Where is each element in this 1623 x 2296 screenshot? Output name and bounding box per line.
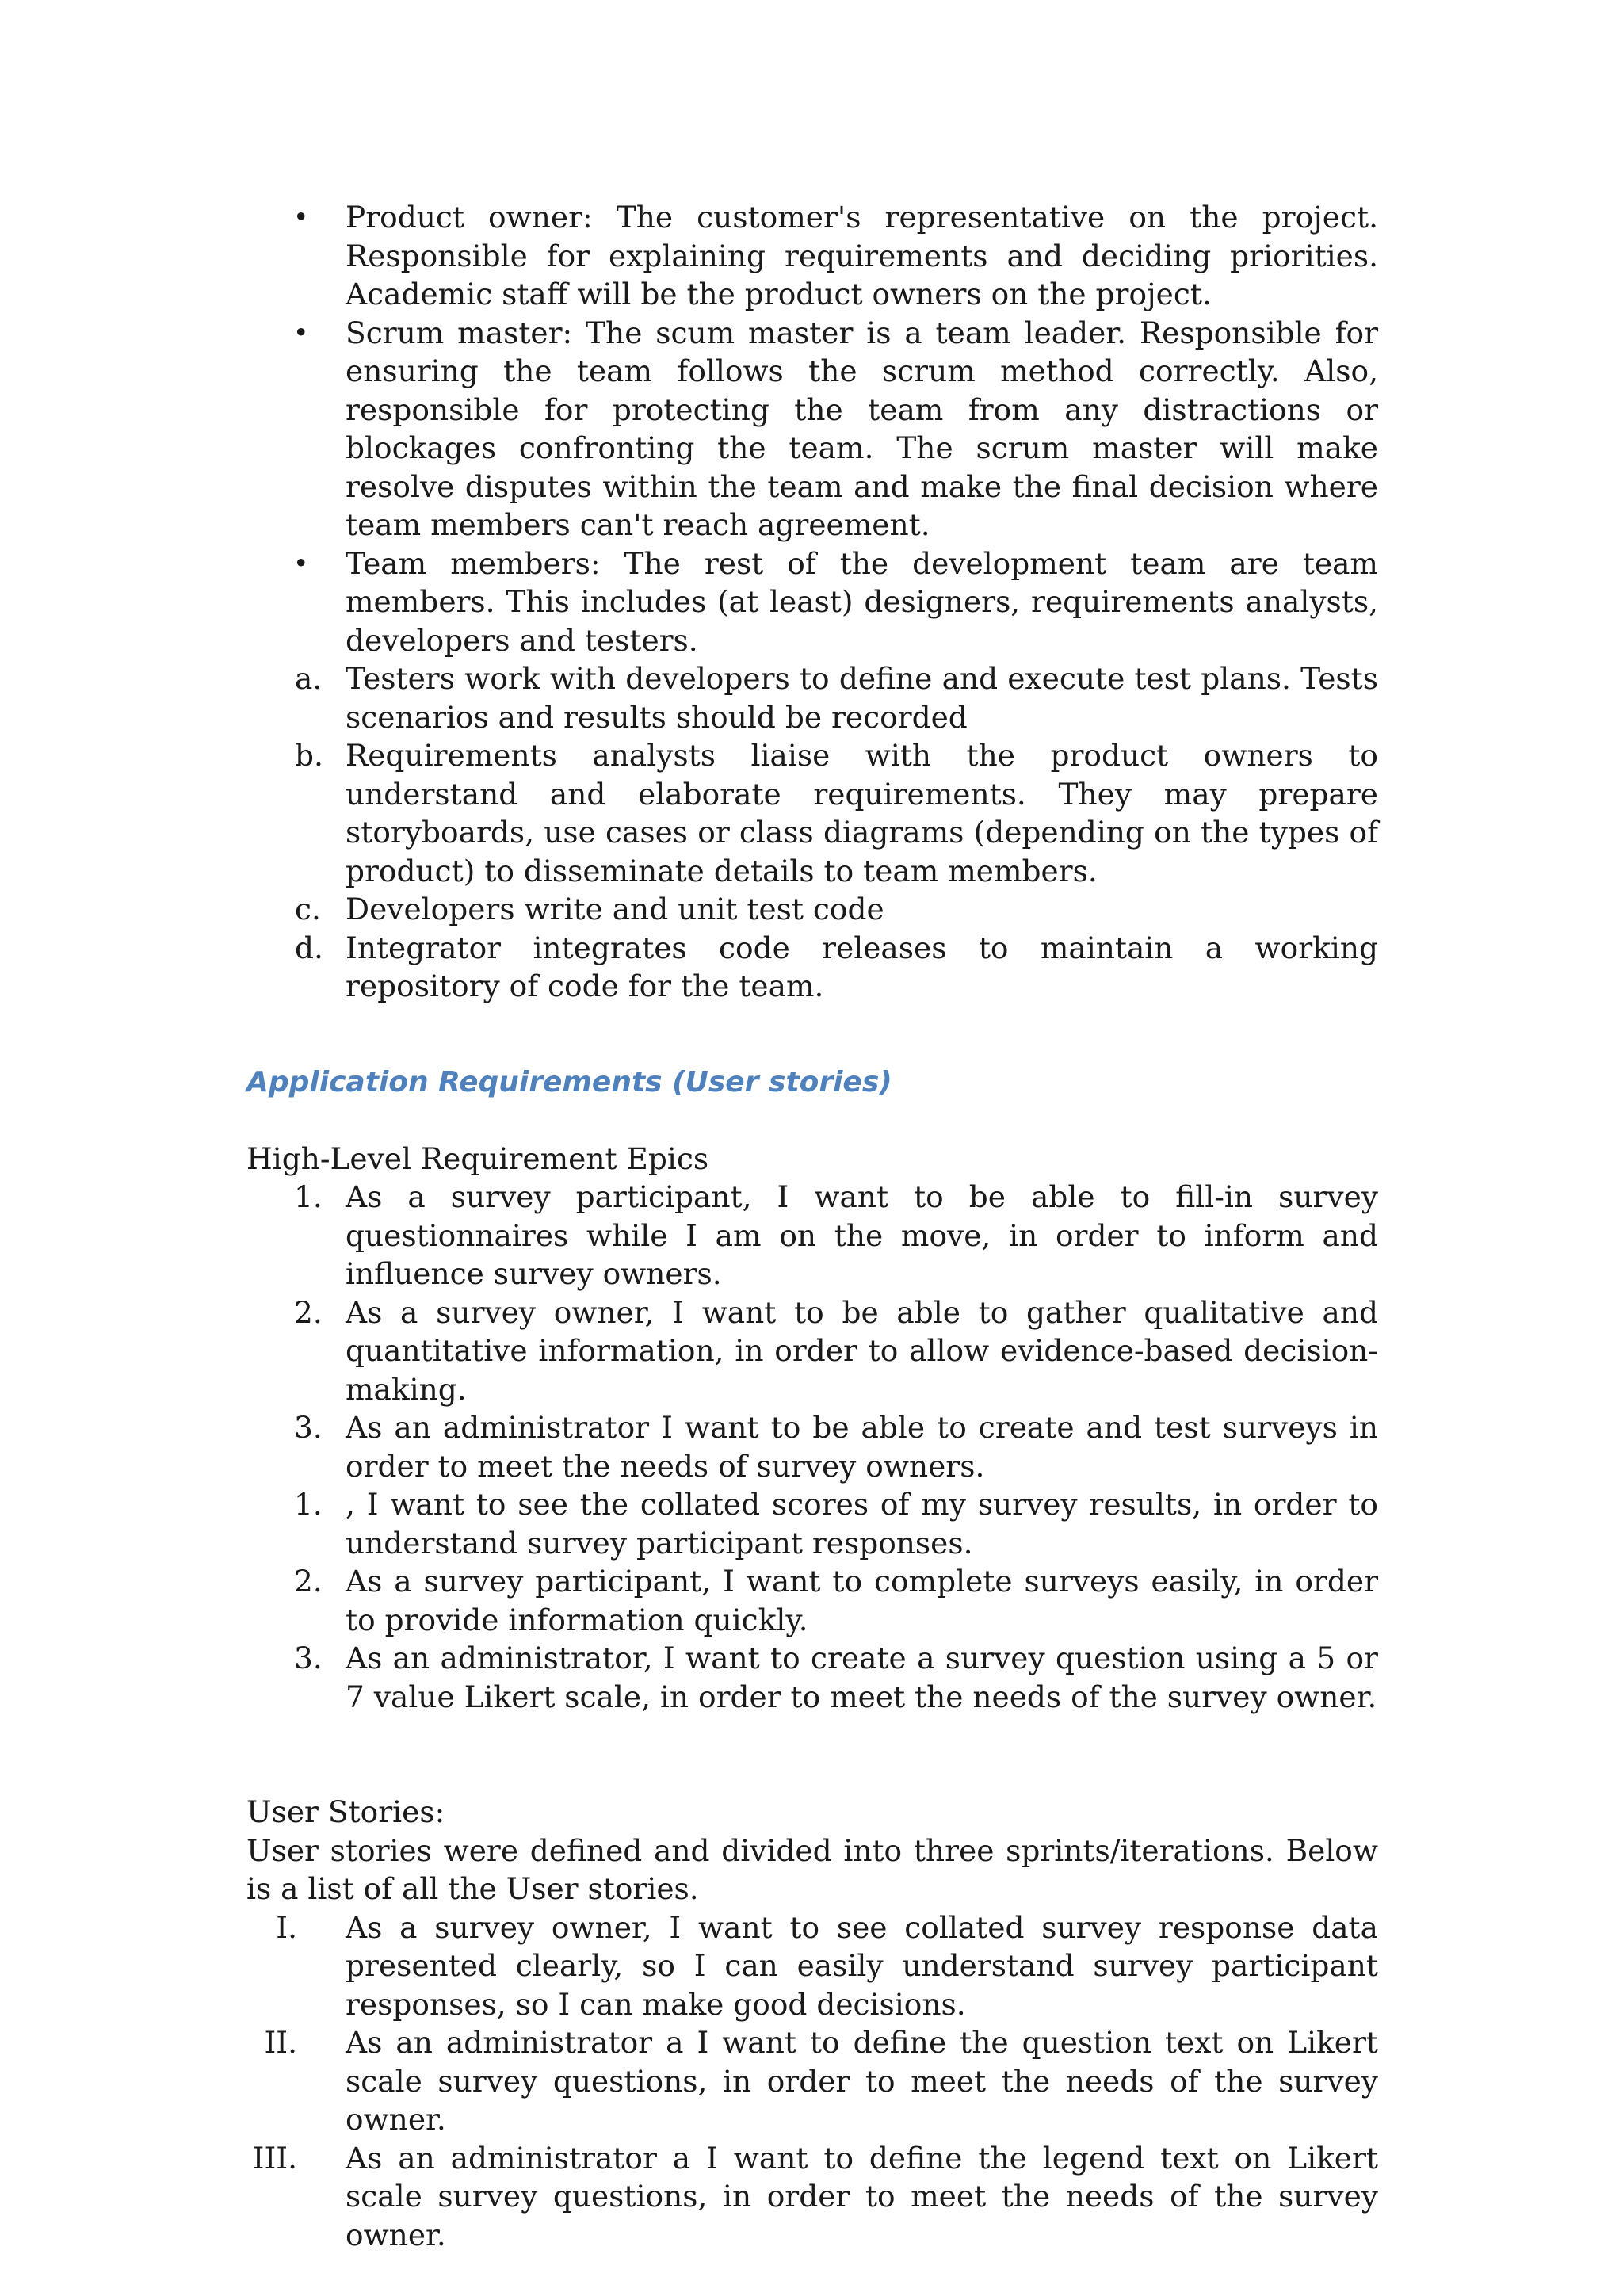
- list-item-text: As a survey owner, I want to be able to gather qualitative and quantitative information, in order to allow evidence-based decision-making.: [346, 1294, 1378, 1407]
- list-item: [246, 890, 1378, 929]
- list-item: [246, 2023, 1378, 2139]
- list-marker: I.: [276, 1909, 297, 1945]
- list-item: [246, 1639, 1378, 1716]
- list-item: [246, 1485, 1378, 1562]
- bullet-marker: •: [293, 201, 309, 232]
- list-item: [246, 929, 1378, 1006]
- spacer: [246, 1716, 1378, 1793]
- section-heading: Application Requirements (User stories): [246, 1065, 892, 1098]
- list-item: [246, 659, 1378, 736]
- epics-list: [246, 1178, 1378, 1716]
- spacer: [246, 1006, 1378, 1064]
- list-item: [246, 544, 1378, 660]
- list-marker: d.: [295, 930, 323, 965]
- list-item: [246, 1178, 1378, 1293]
- list-item-text: Scrum master: The scum master is a team leader. Responsible for ensuring the team follows the scrum method correctly. Also, responsible for protecting the team from any distractions or blockages confronting the team. The scrum master will make resolve disputes within the team and make the final decision where team members can't reach agreement.: [346, 315, 1378, 542]
- list-item: [246, 1293, 1378, 1409]
- list-marker: 1.: [294, 1179, 323, 1214]
- list-item-text: As an administrator I want to be able to create and test surveys in order to meet the needs of survey owners.: [346, 1410, 1378, 1484]
- list-item-text: Requirements analysts liaise with the product owners to understand and elaborate requirements. They may prepare storyboards, use cases or class diagrams (depending on the types of product) to disseminate details to team members.: [346, 738, 1378, 888]
- list-item-text: As an administrator, I want to create a survey question using a 5 or 7 value Likert scale, in order to meet the needs of the survey owner.: [346, 1641, 1378, 1714]
- bullet-marker: •: [293, 316, 309, 348]
- list-marker: 3.: [294, 1641, 323, 1675]
- team-roles-list: [246, 659, 1378, 1006]
- list-item: [246, 736, 1378, 890]
- user-stories-intro: User stories were defined and divided into three sprints/iterations. Below is a list of all the User stories.: [246, 1832, 1378, 1906]
- list-item-text: As a survey participant, I want to be able to fill-in survey questionnaires while I am on the move, in order to inform and influence survey owners.: [346, 1179, 1378, 1291]
- list-item: [246, 2139, 1378, 2255]
- spacer: [246, 1102, 1378, 1140]
- list-item-text: , I want to see the collated scores of my survey results, in order to understand survey participant responses.: [346, 1487, 1378, 1561]
- list-item: [246, 314, 1378, 544]
- list-item-text: Integrator integrates code releases to maintain a working repository of code for the team.: [346, 930, 1378, 1003]
- list-marker: 2.: [294, 1294, 323, 1330]
- list-item-text: As an administrator a I want to define the legend text on Likert scale survey questions, in order to meet the needs of the survey owner.: [346, 2140, 1378, 2252]
- list-item-text: As a survey participant, I want to complete surveys easily, in order to provide information quickly.: [346, 1564, 1378, 1637]
- user-stories-list: [246, 1908, 1378, 2255]
- list-item: [246, 1562, 1378, 1639]
- roles-list: [246, 198, 1378, 659]
- list-item: [246, 1908, 1378, 2024]
- bullet-marker: •: [293, 547, 309, 579]
- epics-title: High-Level Requirement Epics: [246, 1140, 709, 1176]
- list-marker: a.: [295, 661, 323, 696]
- list-item-text: As a survey owner, I want to see collated survey response data presented clearly, so I can easily understand survey participant responses, so I can make good decisions.: [346, 1909, 1378, 2022]
- list-item: [246, 198, 1378, 314]
- list-item-text: As an administrator a I want to define the question text on Likert scale survey questions, in order to meet the needs of the survey owner.: [346, 2025, 1378, 2137]
- list-item: [246, 1408, 1378, 1485]
- list-item-text: Developers write and unit test code: [346, 892, 884, 926]
- list-marker: b.: [295, 738, 323, 773]
- list-item-text: Team members: The rest of the development team are team members. This includes (at least) designers, requirements analysts, developers and testers.: [346, 545, 1378, 658]
- list-item-text: Testers work with developers to define and execute test plans. Tests scenarios and results should be recorded: [346, 661, 1378, 735]
- list-marker: II.: [264, 2025, 297, 2060]
- list-marker: 3.: [294, 1410, 323, 1445]
- list-marker: 1.: [294, 1487, 323, 1522]
- list-marker: III.: [252, 2140, 297, 2176]
- list-marker: c.: [295, 892, 321, 926]
- document-content: [246, 198, 1378, 2254]
- list-marker: 2.: [294, 1564, 323, 1599]
- user-stories-title: User Stories:: [246, 1794, 445, 1829]
- list-item-text: Product owner: The customer's representative on the project. Responsible for explaining requirements and deciding priorities. Academic staff will be the product owners on the project.: [346, 200, 1378, 311]
